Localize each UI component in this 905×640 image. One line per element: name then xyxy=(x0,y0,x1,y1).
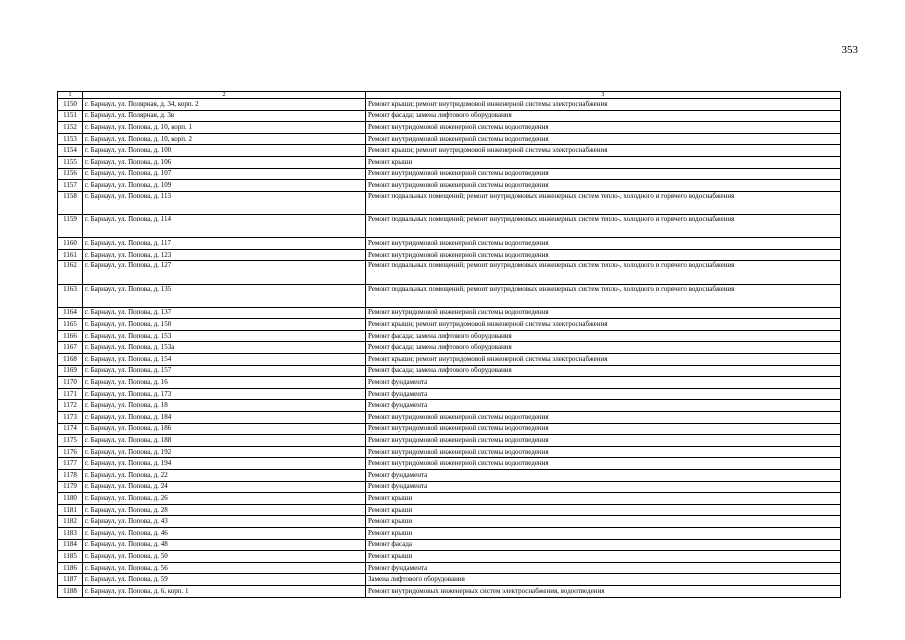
work-type-cell: Ремонт фасада; замена лифтового оборудования xyxy=(366,342,841,354)
work-type-cell: Замена лифтового оборудования xyxy=(366,574,841,586)
table-row xyxy=(58,481,841,493)
address-cell: г. Барнаул, ул. Полярная, д. 34, корп. 2 xyxy=(83,99,366,111)
table-row xyxy=(58,388,841,400)
row-number-cell: 1178 xyxy=(58,470,83,482)
address-cell: г. Барнаул, ул. Попова, д. 188 xyxy=(83,435,366,447)
address-cell: г. Барнаул, ул. Попова, д. 6, корп. 1 xyxy=(83,585,366,597)
work-type-cell: Ремонт подвальных помещений; ремонт внутридомовых инженерных систем тепло-, холодного и горячего водоснабжения xyxy=(366,261,841,284)
work-type-cell: Ремонт внутридомовой инженерной системы водоотведения xyxy=(366,238,841,250)
row-number-cell: 1185 xyxy=(58,551,83,563)
row-number-cell: 1151 xyxy=(58,110,83,122)
row-number-cell: 1179 xyxy=(58,481,83,493)
address-cell: г. Барнаул, ул. Попова, д. 150 xyxy=(83,319,366,331)
row-number-cell: 1186 xyxy=(58,562,83,574)
work-type-cell: Ремонт подвальных помещений; ремонт внутридомовых инженерных систем тепло-, холодного и горячего водоснабжения xyxy=(366,191,841,214)
address-cell: г. Барнаул, ул. Попова, д. 153а xyxy=(83,342,366,354)
row-number-cell: 1183 xyxy=(58,527,83,539)
table-row xyxy=(58,377,841,389)
table-row xyxy=(58,458,841,470)
table-row xyxy=(58,562,841,574)
table-row xyxy=(58,133,841,145)
work-type-cell: Ремонт фундамента xyxy=(366,400,841,412)
row-number-cell: 1164 xyxy=(58,307,83,319)
table-row xyxy=(58,110,841,122)
row-number-cell: 1165 xyxy=(58,319,83,331)
work-type-cell: Ремонт внутридомовой инженерной системы водоотведения xyxy=(366,133,841,145)
work-type-cell: Ремонт фундамента xyxy=(366,562,841,574)
table-row xyxy=(58,342,841,354)
row-number-cell: 1171 xyxy=(58,388,83,400)
row-number-cell: 1158 xyxy=(58,191,83,214)
row-number-cell: 1184 xyxy=(58,539,83,551)
table-row xyxy=(58,156,841,168)
work-type-cell: Ремонт фундамента xyxy=(366,377,841,389)
work-type-cell: Ремонт внутридомовой инженерной системы водоотведения xyxy=(366,435,841,447)
address-cell: г. Барнаул, ул. Попова, д. 137 xyxy=(83,307,366,319)
table-row xyxy=(58,493,841,505)
work-type-cell: Ремонт фундамента xyxy=(366,481,841,493)
address-cell: г. Барнаул, ул. Попова, д. 107 xyxy=(83,168,366,180)
table-row xyxy=(58,400,841,412)
table-row xyxy=(58,214,841,237)
work-type-cell: Ремонт фундамента xyxy=(366,388,841,400)
column-header-2: 2 xyxy=(83,92,366,99)
table-row xyxy=(58,446,841,458)
address-cell: г. Барнаул, ул. Попова, д. 184 xyxy=(83,412,366,424)
table-row xyxy=(58,470,841,482)
table-row xyxy=(58,261,841,284)
address-cell: г. Барнаул, ул. Попова, д. 100 xyxy=(83,145,366,157)
table-row xyxy=(58,365,841,377)
address-cell: г. Барнаул, ул. Попова, д. 157 xyxy=(83,365,366,377)
table-row xyxy=(58,516,841,528)
work-type-cell: Ремонт фундамента xyxy=(366,470,841,482)
work-type-cell: Ремонт внутридомовой инженерной системы водоотведения xyxy=(366,423,841,435)
work-type-cell: Ремонт подвальных помещений; ремонт внутридомовых инженерных систем тепло-, холодного и горячего водоснабжения xyxy=(366,214,841,237)
table-row xyxy=(58,319,841,331)
row-number-cell: 1162 xyxy=(58,261,83,284)
address-cell: г. Барнаул, ул. Попова, д. 123 xyxy=(83,249,366,261)
row-number-cell: 1177 xyxy=(58,458,83,470)
row-number-cell: 1161 xyxy=(58,249,83,261)
work-type-cell: Ремонт фасада xyxy=(366,539,841,551)
address-cell: г. Барнаул, ул. Попова, д. 28 xyxy=(83,504,366,516)
row-number-cell: 1154 xyxy=(58,145,83,157)
address-cell: г. Барнаул, ул. Полярная, д. 3в xyxy=(83,110,366,122)
table-row xyxy=(58,168,841,180)
table-row xyxy=(58,191,841,214)
row-number-cell: 1172 xyxy=(58,400,83,412)
address-cell: г. Барнаул, ул. Попова, д. 26 xyxy=(83,493,366,505)
table-row xyxy=(58,122,841,134)
row-number-cell: 1159 xyxy=(58,214,83,237)
table-row xyxy=(58,423,841,435)
address-cell: г. Барнаул, ул. Попова, д. 154 xyxy=(83,354,366,366)
row-number-cell: 1182 xyxy=(58,516,83,528)
table-row xyxy=(58,504,841,516)
address-cell: г. Барнаул, ул. Попова, д. 186 xyxy=(83,423,366,435)
table-row xyxy=(58,99,841,111)
address-cell: г. Барнаул, ул. Попова, д. 192 xyxy=(83,446,366,458)
row-number-cell: 1160 xyxy=(58,238,83,250)
address-cell: г. Барнаул, ул. Попова, д. 194 xyxy=(83,458,366,470)
row-number-cell: 1174 xyxy=(58,423,83,435)
address-cell: г. Барнаул, ул. Попова, д. 135 xyxy=(83,284,366,307)
address-cell: г. Барнаул, ул. Попова, д. 48 xyxy=(83,539,366,551)
row-number-cell: 1153 xyxy=(58,133,83,145)
row-number-cell: 1163 xyxy=(58,284,83,307)
address-cell: г. Барнаул, ул. Попова, д. 50 xyxy=(83,551,366,563)
table-row xyxy=(58,307,841,319)
row-number-cell: 1181 xyxy=(58,504,83,516)
work-type-cell: Ремонт крыши; ремонт внутридомовой инженерной системы электроснабжения xyxy=(366,99,841,111)
table-row xyxy=(58,539,841,551)
table-row xyxy=(58,551,841,563)
row-number-cell: 1175 xyxy=(58,435,83,447)
work-type-cell: Ремонт внутридомовых инженерных систем электроснабжения, водоотведения xyxy=(366,585,841,597)
table-row xyxy=(58,527,841,539)
work-type-cell: Ремонт подвальных помещений; ремонт внутридомовых инженерных систем тепло-, холодного и горячего водоснабжения xyxy=(366,284,841,307)
work-type-cell: Ремонт крыши xyxy=(366,156,841,168)
work-type-cell: Ремонт фасада; замена лифтового оборудования xyxy=(366,365,841,377)
row-number-cell: 1187 xyxy=(58,574,83,586)
table-row xyxy=(58,354,841,366)
work-type-cell: Ремонт внутридомовой инженерной системы водоотведения xyxy=(366,412,841,424)
row-number-cell: 1150 xyxy=(58,99,83,111)
column-header-3: 3 xyxy=(366,92,841,99)
row-number-cell: 1156 xyxy=(58,168,83,180)
work-type-cell: Ремонт крыши; ремонт внутридомовой инженерной системы электроснабжения xyxy=(366,319,841,331)
table-row xyxy=(58,145,841,157)
address-cell: г. Барнаул, ул. Попова, д. 10, корп. 1 xyxy=(83,122,366,134)
table-row xyxy=(58,412,841,424)
table-body xyxy=(58,92,841,598)
address-cell: г. Барнаул, ул. Попова, д. 117 xyxy=(83,238,366,250)
work-type-cell: Ремонт крыши xyxy=(366,527,841,539)
row-number-cell: 1157 xyxy=(58,180,83,192)
work-type-cell: Ремонт фасада; замена лифтового оборудования xyxy=(366,330,841,342)
page-number: 353 xyxy=(841,44,858,56)
table-row xyxy=(58,574,841,586)
work-type-cell: Ремонт крыши xyxy=(366,516,841,528)
row-number-cell: 1167 xyxy=(58,342,83,354)
address-cell: г. Барнаул, ул. Попова, д. 113 xyxy=(83,191,366,214)
table-row xyxy=(58,330,841,342)
row-number-cell: 1170 xyxy=(58,377,83,389)
row-number-cell: 1173 xyxy=(58,412,83,424)
table-row xyxy=(58,238,841,250)
work-type-cell: Ремонт крыши xyxy=(366,551,841,563)
row-number-cell: 1152 xyxy=(58,122,83,134)
row-number-cell: 1188 xyxy=(58,585,83,597)
column-header-1: 1 xyxy=(58,92,83,99)
address-cell: г. Барнаул, ул. Попова, д. 114 xyxy=(83,214,366,237)
table-row xyxy=(58,585,841,597)
work-type-cell: Ремонт крыши xyxy=(366,504,841,516)
work-type-cell: Ремонт внутридомовой инженерной системы водоотведения xyxy=(366,180,841,192)
row-number-cell: 1180 xyxy=(58,493,83,505)
table-row xyxy=(58,435,841,447)
work-type-cell: Ремонт крыши; ремонт внутридомовой инженерной системы электроснабжения xyxy=(366,145,841,157)
work-type-cell: Ремонт внутридомовой инженерной системы водоотведения xyxy=(366,307,841,319)
address-cell: г. Барнаул, ул. Попова, д. 16 xyxy=(83,377,366,389)
work-type-cell: Ремонт внутридомовой инженерной системы водоотведения xyxy=(366,446,841,458)
work-type-cell: Ремонт фасада; замена лифтового оборудования xyxy=(366,110,841,122)
address-cell: г. Барнаул, ул. Попова, д. 18 xyxy=(83,400,366,412)
table-row xyxy=(58,180,841,192)
work-type-cell: Ремонт крыши; ремонт внутридомовой инженерной системы электроснабжения xyxy=(366,354,841,366)
address-cell: г. Барнаул, ул. Попова, д. 22 xyxy=(83,470,366,482)
work-type-cell: Ремонт внутридомовой инженерной системы водоотведения xyxy=(366,122,841,134)
table-row xyxy=(58,249,841,261)
row-number-cell: 1155 xyxy=(58,156,83,168)
work-type-cell: Ремонт внутридомовой инженерной системы водоотведения xyxy=(366,249,841,261)
address-cell: г. Барнаул, ул. Попова, д. 56 xyxy=(83,562,366,574)
row-number-cell: 1176 xyxy=(58,446,83,458)
work-type-cell: Ремонт внутридомовой инженерной системы водоотведения xyxy=(366,458,841,470)
address-cell: г. Барнаул, ул. Попова, д. 10, корп. 2 xyxy=(83,133,366,145)
work-type-cell: Ремонт внутридомовой инженерной системы водоотведения xyxy=(366,168,841,180)
repair-register-table xyxy=(57,91,841,598)
address-cell: г. Барнаул, ул. Попова, д. 43 xyxy=(83,516,366,528)
address-cell: г. Барнаул, ул. Попова, д. 173 xyxy=(83,388,366,400)
address-cell: г. Барнаул, ул. Попова, д. 127 xyxy=(83,261,366,284)
table-row xyxy=(58,284,841,307)
address-cell: г. Барнаул, ул. Попова, д. 24 xyxy=(83,481,366,493)
address-cell: г. Барнаул, ул. Попова, д. 46 xyxy=(83,527,366,539)
address-cell: г. Барнаул, ул. Попова, д. 153 xyxy=(83,330,366,342)
address-cell: г. Барнаул, ул. Попова, д. 106 xyxy=(83,156,366,168)
row-number-cell: 1169 xyxy=(58,365,83,377)
work-type-cell: Ремонт крыши xyxy=(366,493,841,505)
row-number-cell: 1166 xyxy=(58,330,83,342)
row-number-cell: 1168 xyxy=(58,354,83,366)
table-header-row xyxy=(58,92,841,99)
address-cell: г. Барнаул, ул. Попова, д. 109 xyxy=(83,180,366,192)
address-cell: г. Барнаул, ул. Попова, д. 59 xyxy=(83,574,366,586)
